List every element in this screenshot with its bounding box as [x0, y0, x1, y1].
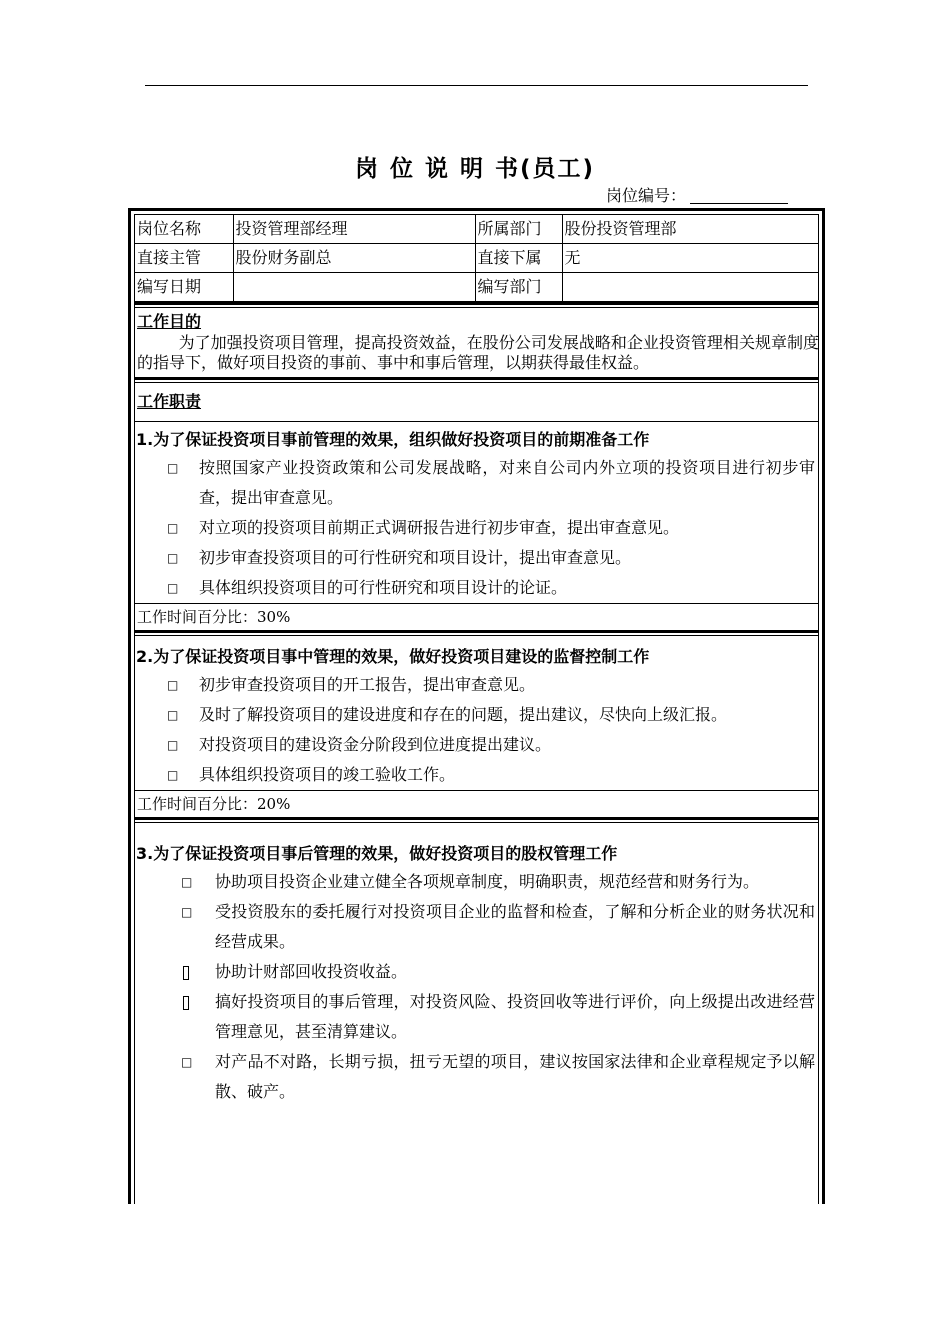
- document-body: [135, 215, 819, 1107]
- bullet-icon: □: [181, 905, 193, 919]
- bullet-icon: □: [181, 875, 193, 889]
- list-item: □ 具体组织投资项目的竣工验收工作。: [135, 760, 819, 790]
- bullet-icon: □: [167, 581, 179, 595]
- purpose-section: [135, 308, 819, 373]
- post-number-blank: [690, 187, 788, 204]
- list-item: □ 对投资项目的建设资金分阶段到位进度提出建议。: [135, 730, 819, 760]
- bullet-icon: □: [181, 1055, 193, 1069]
- table-row: [135, 244, 819, 273]
- list-item: □ 协助项目投资企业建立健全各项规章制度，明确职责，规范经营和财务行为。: [135, 867, 819, 897]
- value-position-name: 投资管理部经理: [233, 215, 475, 244]
- bullet-icon: □: [167, 461, 179, 475]
- duty-section-2: [135, 636, 819, 817]
- bullet-icon: □: [167, 708, 179, 722]
- duties-heading: 工作职责: [137, 392, 202, 411]
- list-item: □ 初步审查投资项目的开工报告，提出审查意见。: [135, 670, 819, 700]
- bullet-box-icon: [183, 966, 189, 980]
- time-percentage: 工作时间百分比：20%: [135, 790, 819, 817]
- duty-section-title: 1.为了保证投资项目事前管理的效果，组织做好投资项目的前期准备工作: [136, 430, 650, 449]
- duty-section-title: 2.为了保证投资项目事中管理的效果，做好投资项目建设的监督控制工作: [136, 647, 650, 666]
- label-direct-supervisor: 直接主管: [135, 244, 233, 273]
- bullet-icon: □: [167, 738, 179, 752]
- duties-heading-row: [135, 383, 819, 417]
- purpose-text: 为了加强投资项目管理，提高投资效益，在股份公司发展战略和企业投资管理相关规章制度的指导下，做好项目投资的事前、事中和事后管理，以期获得最佳权益。: [137, 333, 819, 372]
- value-direct-subordinates: 无: [562, 244, 819, 273]
- label-written-department: 编写部门: [475, 273, 562, 302]
- list-item: □ 初步审查投资项目的可行性研究和项目设计，提出审查意见。: [135, 543, 819, 573]
- label-department: 所属部门: [475, 215, 562, 244]
- list-item: □ 按照国家产业投资政策和公司发展战略，对来自公司内外立项的投资项目进行初步审查，提出审查意见。: [135, 453, 819, 513]
- label-position-name: 岗位名称: [135, 215, 233, 244]
- label-written-date: 编写日期: [135, 273, 233, 302]
- table-row: [135, 273, 819, 302]
- post-number-label: 岗位编号：: [606, 186, 687, 205]
- list-item: □ 受投资股东的委托履行对投资项目企业的监督和检查，了解和分析企业的财务状况和经营成果。: [135, 897, 819, 957]
- document-frame: [128, 208, 825, 1204]
- document-title: 岗 位 说 明 书(员工): [354, 156, 596, 182]
- header-rule: [145, 85, 808, 86]
- time-percentage: 工作时间百分比：30%: [135, 603, 819, 630]
- bullet-icon: □: [167, 768, 179, 782]
- value-department: 股份投资管理部: [562, 215, 819, 244]
- bullet-box-icon: [183, 996, 189, 1010]
- list-item: □ 对产品不对路，长期亏损，扭亏无望的项目，建议按国家法律和企业章程规定予以解散、破产。: [135, 1047, 819, 1107]
- list-item: 搞好投资项目的事后管理，对投资风险、投资回收等进行评价，向上级提出改进经营管理意见，甚至清算建议。: [135, 987, 819, 1047]
- duty-section-title: 3.为了保证投资项目事后管理的效果，做好投资项目的股权管理工作: [136, 844, 618, 863]
- duty-section-3: [135, 823, 819, 1107]
- list-item: 协助计财部回收投资收益。: [135, 957, 819, 987]
- list-item: □ 对立项的投资项目前期正式调研报告进行初步审查，提出审查意见。: [135, 513, 819, 543]
- info-table: [135, 215, 819, 302]
- value-written-date: [233, 273, 475, 302]
- bullet-icon: □: [167, 521, 179, 535]
- list-item: □ 具体组织投资项目的可行性研究和项目设计的论证。: [135, 573, 819, 603]
- duty-section-1: [135, 422, 819, 630]
- list-item: □ 及时了解投资项目的建设进度和存在的问题，提出建议，尽快向上级汇报。: [135, 700, 819, 730]
- value-direct-supervisor: 股份财务副总: [233, 244, 475, 273]
- table-row: [135, 215, 819, 244]
- value-written-department: [562, 273, 819, 302]
- bullet-icon: □: [167, 551, 179, 565]
- label-direct-subordinates: 直接下属: [475, 244, 562, 273]
- post-number: [606, 185, 788, 207]
- purpose-heading: 工作目的: [137, 312, 202, 331]
- bullet-icon: □: [167, 678, 179, 692]
